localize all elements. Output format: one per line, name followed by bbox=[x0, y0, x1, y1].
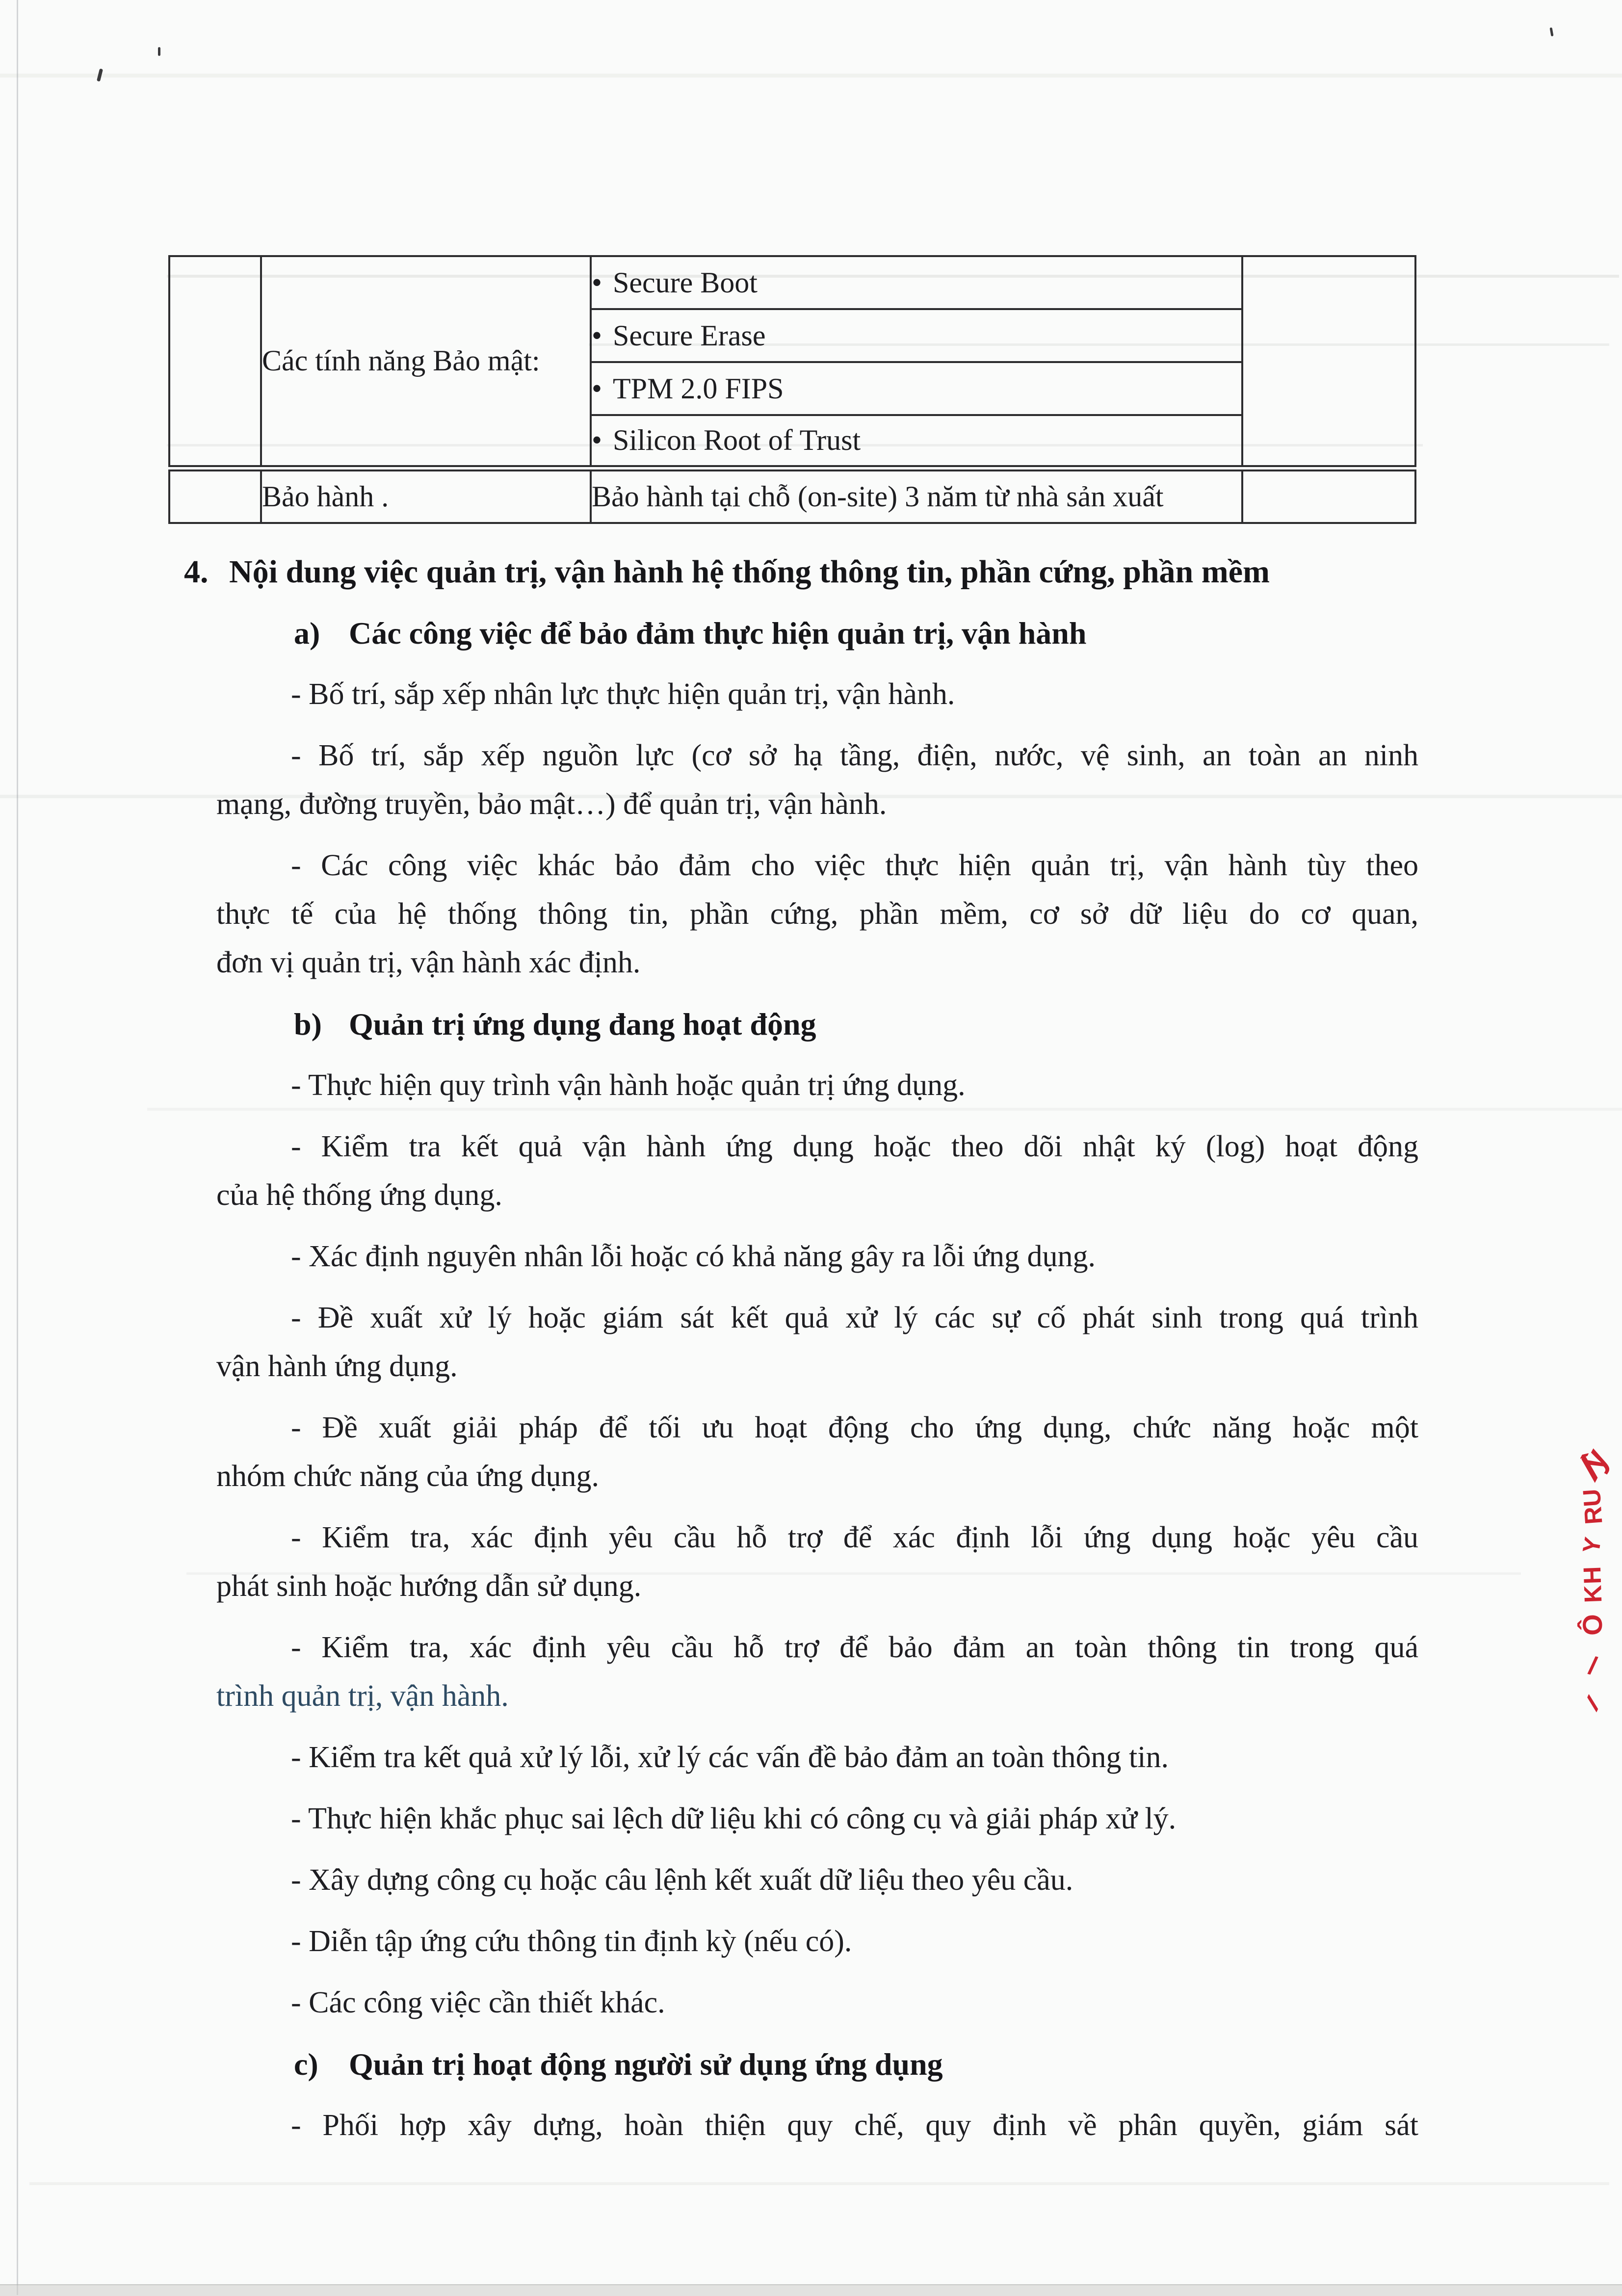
table-right-spacer-cell bbox=[1242, 256, 1415, 468]
paragraph bbox=[216, 670, 1418, 719]
paragraph bbox=[216, 1122, 1418, 1220]
stamp-glyph: / bbox=[1585, 1651, 1600, 1681]
bullet-icon: • bbox=[592, 266, 602, 299]
security-feature-cell bbox=[591, 415, 1242, 468]
scan-speck bbox=[1549, 27, 1553, 37]
subsection-title: Quản trị ứng dụng đang hoạt động bbox=[349, 1007, 816, 1042]
subsection-label: c) bbox=[294, 2047, 318, 2082]
scan-streak bbox=[0, 74, 1622, 78]
security-features-label-cell: Các tính năng Bảo mật: bbox=[261, 256, 591, 468]
stamp-glyph: Ô bbox=[1577, 1614, 1608, 1636]
stamp-glyph: ∕∕ bbox=[1581, 1697, 1604, 1711]
paragraph-line: - Kiểm tra, xác định yêu cầu hỗ trợ để bảo đảm an toàn thông tin trong quá bbox=[291, 1631, 1418, 1664]
stamp-glyph: Y bbox=[1578, 1535, 1607, 1556]
subsection-heading bbox=[294, 609, 1418, 657]
specs-table bbox=[168, 255, 1416, 524]
warranty-label-cell: Bảo hành . bbox=[261, 468, 591, 523]
paragraph bbox=[216, 1795, 1418, 1843]
table-row bbox=[169, 468, 1415, 523]
paragraph-line: đơn vị quản trị, vận hành xác định. bbox=[216, 946, 641, 979]
paragraph bbox=[216, 841, 1418, 987]
table-left-spacer-cell bbox=[169, 256, 261, 468]
paragraph-line: - Đề xuất giải pháp để tối ưu hoạt động cho ứng dụng, chức năng hoặc một bbox=[291, 1411, 1418, 1444]
bullet-icon: • bbox=[592, 424, 602, 457]
bullet-icon: • bbox=[592, 372, 602, 405]
table-right-spacer-cell bbox=[1242, 468, 1415, 523]
paragraph-line: - Thực hiện khắc phục sai lệch dữ liệu khi có công cụ và giải pháp xử lý. bbox=[291, 1802, 1177, 1835]
warranty-value-cell: Bảo hành tại chỗ (on-site) 3 năm từ nhà sản xuất bbox=[591, 468, 1242, 523]
scan-speck bbox=[158, 47, 160, 56]
paragraph-line: nhóm chức năng của ứng dụng. bbox=[216, 1460, 600, 1493]
security-feature-text: Secure Erase bbox=[613, 319, 766, 352]
paragraph-line: - Các công việc khác bảo đảm cho việc thực hiện quản trị, vận hành tùy theo bbox=[291, 849, 1418, 882]
paragraph-line: - Phối hợp xây dựng, hoàn thiện quy chế, quy định về phân quyền, giám sát bbox=[291, 2109, 1418, 2142]
stamp-glyph: RU bbox=[1577, 1488, 1608, 1525]
stamp-glyph: KH bbox=[1578, 1565, 1607, 1604]
paragraph bbox=[216, 1623, 1418, 1721]
paragraph-line: - Bố trí, sắp xếp nhân lực thực hiện quản trị, vận hành. bbox=[291, 678, 955, 711]
red-stamp-fragment bbox=[1565, 1446, 1620, 1715]
paragraph bbox=[216, 1979, 1418, 2027]
paragraph-line: - Kiểm tra kết quả xử lý lỗi, xử lý các vấn đề bảo đảm an toàn thông tin. bbox=[291, 1741, 1169, 1774]
paragraph-line: - Kiểm tra, xác định yêu cầu hỗ trợ để xác định lỗi ứng dụng hoặc yêu cầu bbox=[291, 1521, 1418, 1554]
security-feature-text: Silicon Root of Trust bbox=[613, 424, 861, 457]
security-feature-cell bbox=[591, 309, 1242, 362]
paragraph bbox=[216, 2101, 1418, 2150]
paragraph bbox=[216, 1733, 1418, 1782]
subsection-title: Các công việc để bảo đảm thực hiện quản trị, vận hành bbox=[349, 616, 1087, 651]
paragraph bbox=[216, 1917, 1418, 1966]
paragraph-line: - Xây dựng công cụ hoặc câu lệnh kết xuất dữ liệu theo yêu cầu. bbox=[291, 1863, 1073, 1897]
paragraph-line: - Kiểm tra kết quả vận hành ứng dụng hoặc theo dõi nhật ký (log) hoạt động bbox=[291, 1130, 1418, 1163]
table-row bbox=[169, 256, 1415, 309]
security-feature-text: TPM 2.0 FIPS bbox=[613, 372, 784, 405]
paragraph-line: thực tế của hệ thống thông tin, phần cứng, phần mềm, cơ sở dữ liệu do cơ quan, bbox=[216, 897, 1418, 931]
paragraph bbox=[216, 1232, 1418, 1281]
paragraph-line: phát sinh hoặc hướng dẫn sử dụng. bbox=[216, 1569, 642, 1603]
paragraph-line: trình quản trị, vận hành. bbox=[216, 1679, 509, 1713]
section-heading bbox=[184, 548, 1418, 596]
paragraph-line: vận hành ứng dụng. bbox=[216, 1350, 458, 1383]
paragraph bbox=[216, 1061, 1418, 1110]
paragraph-line: mạng, đường truyền, bảo mật…) để quản trị, vận hành. bbox=[216, 787, 887, 821]
security-feature-text: Secure Boot bbox=[613, 266, 758, 299]
paragraph-line: - Bố trí, sắp xếp nguồn lực (cơ sở hạ tầng, điện, nước, vệ sinh, an toàn an ninh bbox=[291, 739, 1418, 772]
subsection-label: a) bbox=[294, 616, 320, 651]
paragraph bbox=[216, 1856, 1418, 1905]
paragraph-line: của hệ thống ứng dụng. bbox=[216, 1178, 502, 1212]
paragraph-line: - Các công việc cần thiết khác. bbox=[291, 1986, 665, 2019]
subsection-heading bbox=[294, 2040, 1418, 2088]
scan-speck bbox=[97, 69, 103, 82]
scan-streak bbox=[29, 2182, 1609, 2185]
paragraph bbox=[216, 1294, 1418, 1391]
paragraph bbox=[216, 731, 1418, 829]
section-number: 4. bbox=[184, 554, 209, 590]
scan-bottom-edge-strip bbox=[0, 2284, 1622, 2296]
paragraph-line: - Diễn tập ứng cứu thông tin định kỳ (nếu có). bbox=[291, 1925, 852, 1958]
body-sections bbox=[216, 609, 1418, 2150]
section-title: Nội dung việc quản trị, vận hành hệ thống thông tin, phần cứng, phần mềm bbox=[229, 554, 1270, 590]
paragraph-line: - Đề xuất xử lý hoặc giám sát kết quả xử lý các sự cố phát sinh trong quá trình bbox=[291, 1301, 1418, 1334]
paragraph-line: - Thực hiện quy trình vận hành hoặc quản trị ứng dụng. bbox=[291, 1069, 966, 1102]
bullet-icon: • bbox=[592, 319, 602, 352]
paragraph-line: - Xác định nguyên nhân lỗi hoặc có khả năng gây ra lỗi ứng dụng. bbox=[291, 1240, 1096, 1273]
subsection-title: Quản trị hoạt động người sử dụng ứng dụng bbox=[349, 2047, 943, 2082]
stamp-glyph: ∕∕ỳ bbox=[1571, 1445, 1614, 1481]
security-feature-cell bbox=[591, 362, 1242, 415]
security-feature-cell bbox=[591, 256, 1242, 309]
paragraph bbox=[216, 1404, 1418, 1501]
document-body bbox=[184, 548, 1418, 2150]
subsection-label: b) bbox=[294, 1007, 322, 1042]
subsection-heading bbox=[294, 1000, 1418, 1048]
paragraph bbox=[216, 1513, 1418, 1611]
scan-left-edge-line bbox=[17, 0, 18, 2295]
table-left-spacer-cell bbox=[169, 468, 261, 523]
